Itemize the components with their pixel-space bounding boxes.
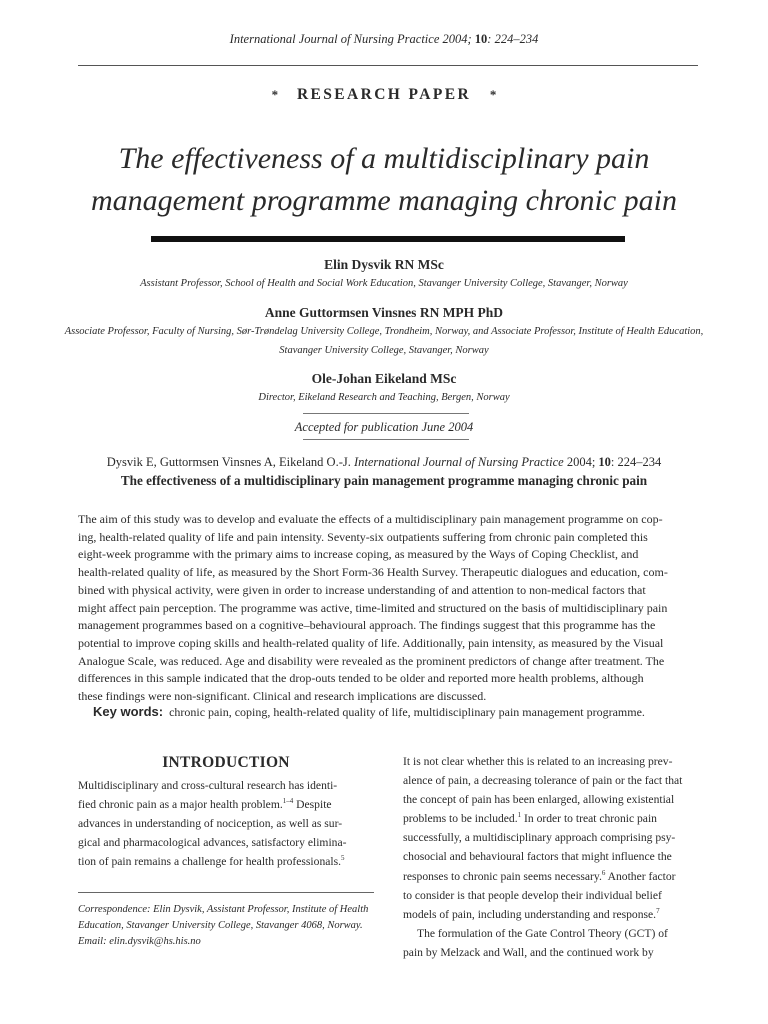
citation-volume: 10: [598, 455, 611, 469]
citation-ref: 1: [517, 811, 522, 820]
keywords-text: chronic pain, coping, health-related quality of life, multidisciplinary pain management programme.: [169, 705, 645, 719]
citation-ref: 5: [341, 854, 345, 863]
title-line: The effectiveness of a multidisciplinary pain: [118, 142, 650, 175]
text-line: The formulation of the Gate Control Theory (GCT) of: [417, 926, 668, 940]
section-heading: INTRODUCTION: [162, 754, 290, 771]
journal-year: 2004;: [442, 32, 472, 46]
affiliation-line: Associate Professor, Faculty of Nursing, Sør-Trøndelag University College, Trondheim, Norway, and Associate Professor, Institute of Health Education,: [64, 326, 704, 337]
text-line: chosocial and behavioural factors that might influence the: [403, 850, 672, 864]
section-label-text: RESEARCH PAPER: [296, 86, 472, 103]
text-line: to consider is that people develop their individual belief: [403, 888, 662, 902]
text-line: responses to chronic pain seems necessary.$^6$ Another factor: [403, 868, 676, 883]
citation-journal: International Journal of Nursing Practice: [353, 455, 564, 469]
correspondence-footnote: [78, 902, 374, 950]
affiliation-line: Assistant Professor, School of Health and Social Work Education, Stavanger University College, Stavanger, Norway: [140, 278, 628, 289]
accepted-rule-top: [303, 413, 469, 414]
text-line: problems to be included.$^1$ In order to treat chronic pain: [403, 811, 657, 826]
citation-pages: : 224–234: [610, 455, 662, 469]
text-line: fied chronic pain as a major health problem.$^{1-4}$ Despite: [78, 797, 332, 812]
journal-volume: 10: [474, 32, 488, 46]
abstract-line: eight-week programme with the primary aims to increase coping, as measured by the Ways of Coping Checklist, and: [78, 547, 639, 562]
text-line: advances in understanding of nociception, as well as sur-: [78, 817, 343, 831]
journal-pages: : 224–234: [487, 32, 539, 46]
text-line: alence of pain, a decreasing tolerance of pain or the fact that: [403, 774, 683, 788]
keywords-label: Key words:: [93, 704, 164, 719]
text-line: It is not clear whether this is related to an increasing prev-: [403, 755, 673, 768]
author-name: Elin Dysvik RN MSc: [324, 257, 444, 272]
asterisk-icon: *: [271, 87, 279, 102]
abstract-line: The aim of this study was to develop and evaluate the effects of a multidisciplinary pain management programme on cop-: [78, 512, 663, 526]
affiliation-line: Director, Eikeland Research and Teaching, Bergen, Norway: [258, 392, 510, 403]
author-name: Anne Guttormsen Vinsnes RN MPH PhD: [264, 305, 504, 320]
intro-paragraph: [78, 776, 374, 871]
paper-title: [40, 138, 728, 222]
abstract-line: health-related quality of life, as measured by the Short Form-36 Health Survey. Therapeutic dialogues and education, com-: [78, 565, 668, 580]
citation: [0, 455, 768, 470]
citation-ref: 7: [656, 906, 660, 915]
abstract-line: these findings were non-significant. Clinical and research implications are discussed.: [78, 689, 487, 704]
title-line: management programme managing chronic pain: [90, 184, 678, 217]
footnote-line: Correspondence: Elin Dysvik, Assistant Professor, Institute of Health: [78, 904, 369, 915]
keywords: [93, 704, 698, 720]
citation-title: The effectiveness of a multidisciplinary pain management programme managing chronic pain: [120, 473, 648, 488]
abstract-line: bined with physical activity, were given in order to increase understanding of and attention to non-medical factors that: [78, 582, 646, 597]
citation-ref: 6: [601, 868, 606, 877]
author-affiliation: [40, 274, 728, 293]
footnote-line: Education, Stavanger University College, Stavanger 4068, Norway.: [78, 920, 363, 931]
text-line: Multidisciplinary and cross-cultural research has identi-: [78, 779, 338, 792]
body-paragraph: [403, 752, 699, 962]
text-line: pain by Melzack and Wall, and the continued work by: [403, 945, 654, 959]
journal-name: International Journal of Nursing Practice: [229, 32, 440, 46]
title-rule: [151, 236, 625, 242]
footnote-divider: [78, 892, 374, 893]
abstract: [78, 511, 698, 706]
text-line: tion of pain remains a challenge for health professionals.$^5$: [78, 854, 345, 869]
abstract-line: Analogue Scale, was reduced. Age and disability were revealed as the prominent predictors of change after treatment. The: [78, 653, 665, 668]
author-affiliation: [40, 388, 728, 407]
right-column: [403, 752, 699, 962]
accepted-rule-bottom: [303, 439, 469, 440]
abstract-line: differences in this sample indicated that the drop-outs tended to be older and reported more health problems, although: [78, 671, 644, 686]
section-label: [0, 86, 768, 104]
footnote-line: Email: elin.dysvik@hs.his.no: [78, 936, 201, 947]
author-name: Ole-Johan Eikeland MSc: [311, 371, 457, 386]
left-column: [78, 754, 374, 871]
text-line: the concept of pain has been enlarged, allowing existential: [403, 793, 675, 807]
asterisk-icon: *: [489, 87, 497, 102]
journal-header: [0, 32, 768, 47]
citation-ref: 1–4: [282, 797, 294, 806]
text-line: models of pain, including understanding and response.$^7$: [403, 906, 660, 921]
accepted-date: Accepted for publication June 2004: [294, 420, 474, 434]
text-line: successfully, a multidisciplinary approach comprising psy-: [403, 831, 676, 845]
author-affiliation: [40, 322, 728, 360]
abstract-line: potential to improve coping skills and health-related quality of life. Additionally, pain intensity, as measured by the Visual: [78, 635, 664, 650]
header-divider: [78, 65, 698, 66]
abstract-line: management programmes based on a cognitive–behavioural approach. The findings suggest that this programme has the: [78, 618, 656, 633]
citation-year: 2004;: [566, 455, 596, 469]
text-line: gical and pharmacological advances, satisfactory elimina-: [78, 836, 347, 850]
abstract-line: ing, health-related quality of life and pain intensity. Seventy-six outpatients suffering from chronic pain completed this: [78, 529, 648, 544]
citation-authors: Dysvik E, Guttormsen Vinsnes A, Eikeland O.-J.: [106, 455, 351, 469]
abstract-line: might affect pain perception. The programme was active, time-limited and structured on the basis of multidisciplinary pain: [78, 600, 668, 615]
affiliation-line: Stavanger University College, Stavanger, Norway: [279, 345, 489, 356]
